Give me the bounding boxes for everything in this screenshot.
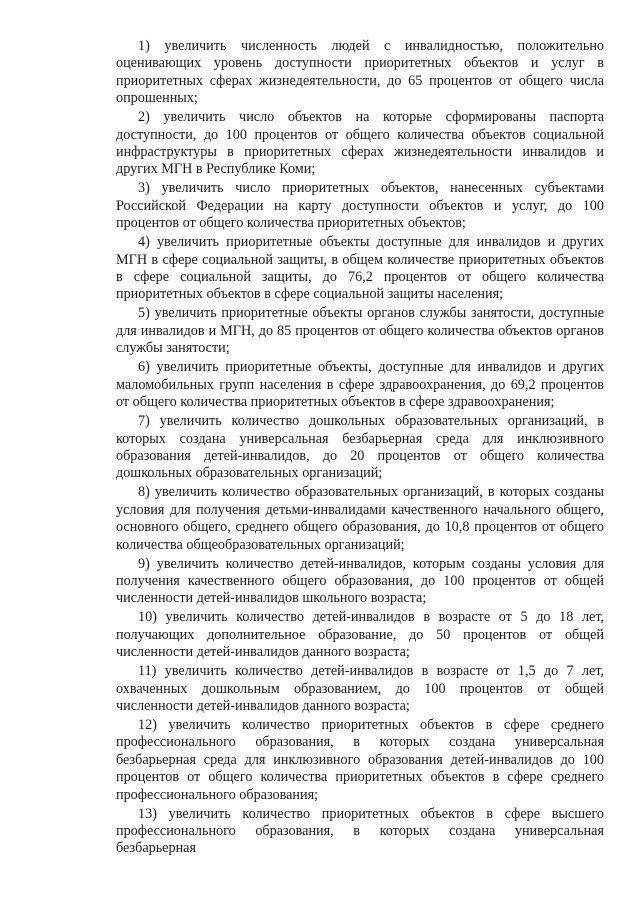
item-number: 6) — [138, 359, 150, 376]
list-item — [116, 609, 604, 661]
list-item — [116, 484, 604, 554]
item-number: 9) — [138, 555, 150, 572]
item-number: 3) — [138, 180, 150, 197]
item-text: увеличить численность людей с инвалидностью, положительно оценивающих уровень доступности приоритетных объектов и услуг в приоритетных сферах жизнедеятельности, до 65 процентов от общего числа опрошенных; — [116, 38, 605, 107]
item-text: увеличить количество образовательных организаций, в которых созданы условия для получения детьми-инвалидами качественного начального общего, основного общего, среднего общего образования, до 10,8 процентов от общего количества общеобразовательных организаций; — [116, 484, 604, 553]
item-number: 4) — [138, 234, 150, 251]
item-number: 5) — [138, 305, 150, 322]
item-text: увеличить количество приоритетных объектов в сфере высшего профессионального образования, в которых создана универсальная безбарьерная — [116, 805, 605, 857]
item-number: 10) — [138, 609, 157, 626]
item-text: увеличить приоритетные объекты доступные для инвалидов и других МГН в сфере социальной защиты, в общем количестве приоритетных объектов в сфере социальной защиты, до 76,2 процентов от общего количества приоритетных объектов в сфере социальной защиты населения; — [116, 234, 605, 303]
list-item — [116, 413, 604, 483]
list-item — [116, 806, 604, 858]
item-number: 12) — [138, 716, 157, 733]
list-item — [116, 305, 604, 357]
list-item — [116, 234, 604, 304]
document-body — [116, 38, 604, 859]
item-text: увеличить число объектов на которые сформированы паспорта доступности, до 100 процентов от общего количества объектов социальной инфраструктуры в приоритетных сферах жизнедеятельности инвалидов и других МГН в Республике Коми; — [116, 109, 605, 178]
list-item — [116, 717, 604, 804]
item-text: увеличить число приоритетных объектов, нанесенных субъектами Российской Федерации на карту доступности объектов и услуг, до 100 процентов от общего количества приоритетных объектов; — [116, 180, 605, 232]
item-text: увеличить количество детей-инвалидов в возрасте от 5 до 18 лет, получающих дополнительное образование, до 50 процентов от общей численности детей-инвалидов данного возраста; — [116, 609, 604, 661]
list-item — [116, 556, 604, 608]
list-item — [116, 180, 604, 232]
item-number: 11) — [138, 663, 157, 680]
list-item — [116, 663, 604, 715]
item-text: увеличить количество детей-инвалидов в возрасте от 1,5 до 7 лет, охваченных дошкольным образованием, до 100 процентов от общей численности детей-инвалидов данного возраста; — [116, 663, 604, 714]
list-item — [116, 38, 604, 108]
item-number: 1) — [138, 38, 150, 54]
item-text: увеличить приоритетные объекты, доступные для инвалидов и других маломобильных групп населения в сфере здравоохранения, до 69,2 процентов от общего количества приоритетных объектов в сфере здравоохранения; — [116, 359, 605, 411]
item-text: увеличить приоритетные объекты органов службы занятости, доступные для инвалидов и МГН, до 85 процентов от общего количества объектов органов службы занятости; — [116, 305, 604, 357]
item-number: 2) — [138, 109, 150, 126]
list-item — [116, 109, 604, 179]
list-item — [116, 359, 604, 411]
item-number: 8) — [138, 484, 150, 501]
item-text: увеличить количество детей-инвалидов, которым созданы условия для получения качественного общего образования, до 100 процентов от общей численности детей-инвалидов школьного возраста; — [116, 555, 605, 607]
item-text: увеличить количество дошкольных образовательных организаций, в которых создана универсальная безбарьерная среда для инклюзивного образования детей-инвалидов, до 20 процентов от общего количества дошкольных образовательных организаций; — [116, 413, 604, 482]
item-number: 13) — [138, 805, 157, 822]
item-number: 7) — [138, 413, 150, 430]
item-text: увеличить количество приоритетных объектов в сфере среднего профессионального образования, в которых создана универсальная безбарьерная среда для инклюзивного образования детей-инвалидов до 100 процентов от общего количества приоритетных объектов в сфере среднего профессионального образования; — [116, 716, 605, 803]
